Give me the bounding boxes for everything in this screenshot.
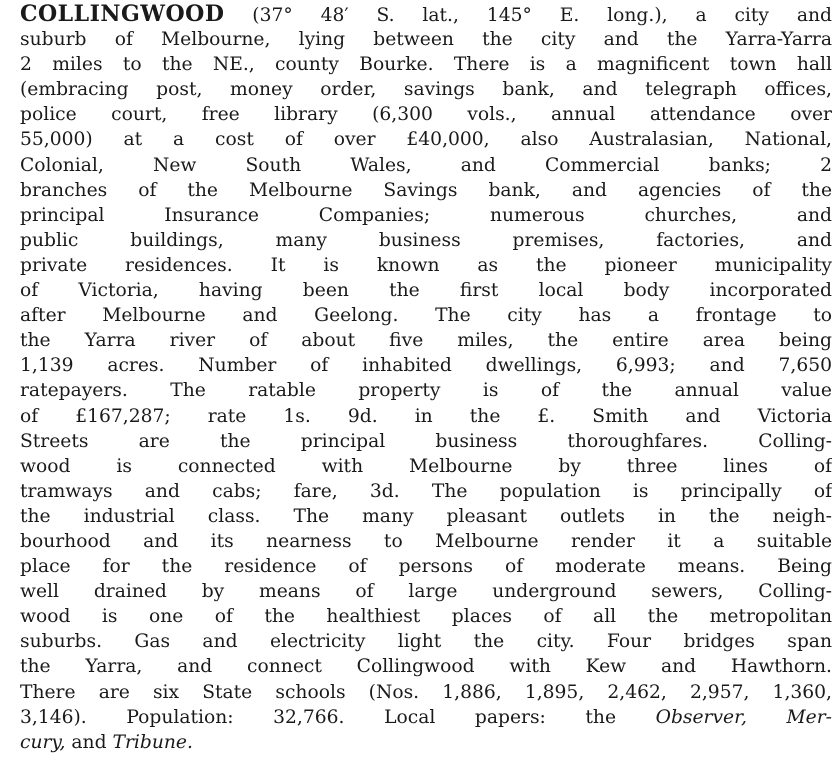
entry-line: place for the residence of persons of moderate means. Being — [20, 556, 832, 578]
entry-line: 55,000) at a cost of over £40,000, also Australasian, National, — [20, 129, 832, 151]
entry-line: 1,139 acres. Number of inhabited dwellings, 6,993; and 7,650 — [20, 355, 832, 377]
headword: COLLINGWOOD — [20, 2, 225, 27]
newspaper-mercury-part: Mer- — [786, 706, 832, 728]
entry-line — [20, 2, 832, 27]
newspaper-tribune: Tribune. — [112, 731, 193, 753]
entry-line: after Melbourne and Geelong. The city has a frontage to — [20, 305, 832, 327]
entry-line: suburb of Melbourne, lying between the city and the Yarra-Yarra — [20, 29, 832, 51]
entry-line: suburbs. Gas and electricity light the city. Four bridges span — [20, 631, 832, 653]
entry-line: the Yarra river of about five miles, the entire area being — [20, 330, 832, 352]
coordinates: (37° 48′ S. lat., 145° E. long.), — [252, 5, 668, 26]
entry-line: (embracing post, money order, savings bank, and telegraph offices, — [20, 79, 832, 101]
entry-line: of £167,287; rate 1s. 9d. in the £. Smith and Victoria — [20, 405, 832, 427]
conjunction: and — [71, 731, 107, 753]
line-text: 3,146). Population: 32,766. Local papers: the — [20, 706, 617, 728]
entry-line: police court, free library (6,300 vols., annual attendance over — [20, 104, 832, 126]
entry-line: Streets are the principal business thoroughfares. Colling- — [20, 430, 832, 452]
newspaper-mercury-end: cury, — [20, 731, 66, 753]
entry-line: of Victoria, having been the first local body incorporated — [20, 280, 832, 302]
entry-line: 2 miles to the NE., county Bourke. There is a magnificent town hall — [20, 54, 832, 76]
entry-line: the industrial class. The many pleasant outlets in the neigh- — [20, 505, 832, 527]
entry-line: wood is connected with Melbourne by three lines of — [20, 455, 832, 477]
entry-line: tramways and cabs; fare, 3d. The population is principally of — [20, 480, 832, 502]
entry-line: the Yarra, and connect Collingwood with Kew and Hawthorn. — [20, 656, 832, 678]
entry-line: well drained by means of large underground sewers, Colling- — [20, 581, 832, 603]
entry-line: There are six State schools (Nos. 1,886, 1,895, 2,462, 2,957, 1,360, — [20, 681, 832, 703]
gazetteer-entry — [20, 2, 832, 755]
line-text: a city and — [695, 5, 832, 26]
entry-line: branches of the Melbourne Savings bank, and agencies of the — [20, 179, 832, 201]
entry-line — [20, 730, 832, 755]
entry-line: ratepayers. The ratable property is of the annual value — [20, 380, 832, 402]
entry-line — [20, 705, 832, 730]
newspaper-observer: Observer, — [655, 706, 747, 728]
entry-line: principal Insurance Companies; numerous churches, and — [20, 204, 832, 226]
entry-line: wood is one of the healthiest places of all the metropolitan — [20, 606, 832, 628]
entry-line: public buildings, many business premises, factories, and — [20, 229, 832, 251]
entry-line: bourhood and its nearness to Melbourne render it a suitable — [20, 530, 832, 552]
entry-line: private residences. It is known as the pioneer municipality — [20, 254, 832, 276]
entry-line: Colonial, New South Wales, and Commercial banks; 2 — [20, 154, 832, 176]
